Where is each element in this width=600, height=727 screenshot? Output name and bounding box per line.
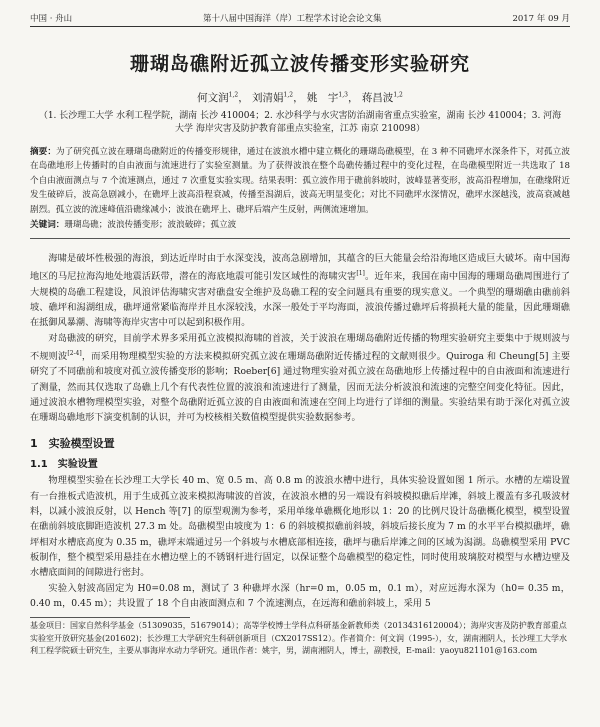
header-location: 中国 · 舟山	[30, 14, 73, 24]
paragraph-text: 。近年来，我国在南中国海的珊瑚岛礁周围进行了大规模的岛礁工程建设，风浪评估海啸灾害对礁盘安全维护及岛礁工程的安全问题具有重要的现实意义。一个典型的珊瑚礁由礁前斜坡、礁坪和潟湖组成，礁坪通常紧临海岸并且水深较浅，水深一般处于平均海面，波浪传播过礁坪后将损耗大量的能量，因此珊瑚礁在抵御风暴潮、海啸等海岸灾害中可以起到积极作用。	[30, 271, 570, 329]
citation-ref: [2-4]	[67, 349, 82, 357]
body-paragraph	[30, 251, 570, 331]
paragraph-text: 海啸是破坏性极强的海浪，到达近岸时由于水深变浅，波高急剧增加，其蕴含的巨大能量会给沿海地区造成巨大破坏。南中国海地区的马尼拉海沟地处地震活跃带，潜在的海底地震可能引发区域性的海啸灾害	[30, 253, 570, 283]
abstract-label: 摘要：	[30, 147, 57, 157]
abstract-text: 为了研究孤立波在珊瑚岛礁附近的传播变形规律，通过在波浪水槽中建立概化的珊瑚岛礁模型，在 3 种不同礁坪水深条件下，对孤立波在岛礁地形上传播时的自由液面与流速进行了实验室测量。为了获得波浪在整个岛礁传播过程中的变化过程，在岛礁模型附近一共选取了 18 个自由液面测点与 7 个流速测点，通过 7 次重复实验实现。结果表明：孤立波作用于礁前斜坡时，波峰显著变形，波高沿程增加，在礁缘附近发生破碎后，波高急剧减小，在礁坪上波高沿程衰减，传播至潟湖后，波高无明显变化；对比不同礁坪水深情况，礁坪水深越浅，波高衰减越剧烈。孤立波的流速峰值沿礁缘减小；波浪在礁坪上、礁坪后端产生反射，两侧流速增加。	[30, 147, 570, 215]
paper-title: 珊瑚岛礁附近孤立波传播变形实验研究	[129, 53, 470, 75]
author-list: 何文润$^{1,2}$， 刘清娟$^{1,2}$， 姚 宇$^{1,3}$， 蒋昌波$^{1,2}$	[197, 91, 403, 104]
body-paragraph: 实验入射波高固定为 H0=0.08 m，测试了 3 种礁坪水深（hr=0 m，0.05 m，0.1 m），对应远海水深为（h0= 0.35 m，0.40 m，0.45 m）；共设置了 18 个自由液面测点和 7 个流速测点，在远海和礁前斜坡上，采用 5	[30, 582, 570, 609]
author-affil-mark: 1,2	[228, 91, 239, 99]
running-header	[30, 12, 570, 27]
paragraph-text: ，而采用物理模型实验的方法来模拟研究孤立波在珊瑚岛礁附近传播过程的文献则很少。Quiroga 和 Cheung[5] 主要研究了不同礁前和坡度对孤立波传播变形的影响；Roeber[6] 通过物理实验对孤立波在岛礁地形上传播过程中的自由液面和流速进行了测量，然而其仅选取了岛礁上几个有代表性位置的波浪和流速进行了测量，因而无法分析波浪和流速的完整空间变化特征。因此，通过波浪水槽物理模型实验，对整个岛礁附近孤立波的自由液面和流速在空间上均进行了详细的测量。实验结果有助于深化对孤立波在珊瑚岛礁地形下演变机制的认识，并可为校核相关数值模型提供实验数据参考。	[30, 350, 571, 424]
author-name: 何文润	[197, 92, 229, 104]
body-paragraph	[30, 331, 570, 426]
author-name: 蒋昌波	[361, 92, 394, 104]
footnote: 基金项目：国家自然科学基金（51309035，51679014）；高等学校博士学科点科研基金新教师类（20134316120004）；海岸灾害及防护教育部重点实验室开放研究基金(201602)；长沙理工大学研究生科研创新项目（CX2017SS12）。作者简介：何文润（1995-），女，湖南湘阴人，长沙理工大学水利工程学院硕士研究生，主要从事海岸水动力学研究。通讯作者：姚宇，男，湖南湘阴人，博士，副教授，E-mail：yaoyu821101@163.com	[30, 621, 568, 656]
abstract-divider	[30, 238, 570, 239]
author-affil-mark: 1,2	[283, 91, 294, 99]
author-affil-mark: 1,3	[338, 91, 348, 99]
citation-ref: [1]	[356, 270, 365, 278]
keywords	[30, 218, 570, 232]
header-date: 2017 年 09 月	[512, 14, 570, 24]
header-proceedings: 第十八届中国海洋（岸）工程学术讨论会论文集	[203, 14, 382, 24]
affiliations: （1. 长沙理工大学 水利工程学院，湖南 长沙 410004；2. 水沙科学与水灾害防治湖南省重点实验室，湖南 长沙 410004；3. 河海大学 海岸灾害及防护教育部重点实验室，江苏 南京 210098）	[38, 111, 562, 134]
body-text	[30, 251, 570, 611]
author-name: 姚 宇	[306, 92, 339, 104]
subsection-heading: 1.1 实验设置	[30, 459, 98, 471]
keywords-text: 珊瑚岛礁；波浪传播变形；波浪破碎；孤立波	[64, 220, 237, 231]
keywords-label: 关键词：	[30, 220, 65, 231]
section-heading: 1 实验模型设置	[30, 437, 115, 451]
abstract	[30, 145, 570, 217]
author-name: 刘清娟	[252, 92, 284, 104]
author-affil-mark: 1,2	[393, 91, 403, 99]
body-paragraph: 物理模型实验在长沙理工大学长 40 m、宽 0.5 m、高 0.8 m 的波浪水槽中进行，具体实验设置如图 1 所示。水槽的左端设置有一台推板式造波机，用于生成孤立波来模拟海啸波的首波，在波浪水槽的另一端设有斜坡模拟礁后岸滩，斜坡上覆盖有多孔吸波材料，以减小波浪反射，以 Hench 等[7] 的原型观测为参考，采用单缘单礁概化地形以 1：20 的比例尺设计岛礁概化模型，模型设置在礁前斜坡底脚距造波机 27.3 m 处。岛礁模型由坡度为 1：6 的斜坡模拟礁前斜坡，斜坡后接长度为 7 m 的水平平台模拟礁坪，礁坪相对水槽底高度为 0.35 m，礁坪末端通过另一个斜坡与水槽底部相连接，礁坪与礁后岸滩之间的区域为潟湖。岛礁模型采用 PVC 板制作，整个模型采用悬挂在水槽边壁上的不锈钢杆进行固定，以保证整个岛礁模型的稳定性，同时使用玻璃胶对模型与水槽边壁及水槽底面间的间隙进行密封。	[30, 475, 570, 579]
paragraph-text: 对岛礁波的研究，目前学术界多采用孤立波模拟海啸的首波，关于波浪在珊瑚岛礁附近传播的物理实验研究主要集中于规则波与不规则波	[30, 332, 570, 362]
footnote-divider	[30, 617, 190, 618]
